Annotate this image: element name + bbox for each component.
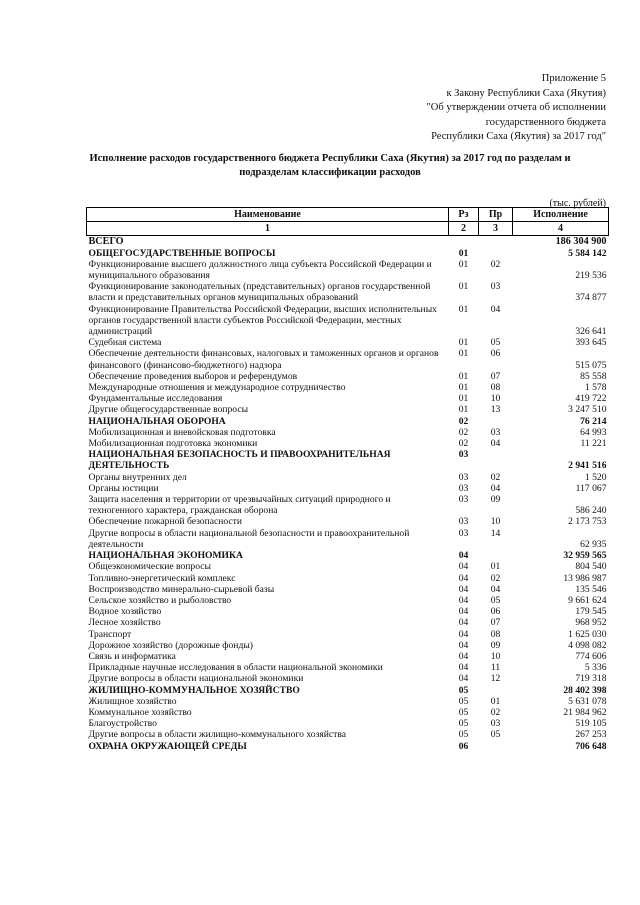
row-value: 519 105 — [575, 718, 607, 730]
row-rz: 04 — [458, 594, 469, 606]
row-pr: 01 — [490, 695, 501, 707]
row-value: 117 067 — [575, 482, 607, 494]
table-row — [87, 494, 609, 516]
table-header-row — [87, 208, 609, 222]
row-value: 706 648 — [575, 740, 607, 752]
table-row — [87, 651, 609, 662]
table-row — [87, 348, 609, 370]
table-row — [87, 236, 609, 248]
row-value: 968 952 — [575, 617, 607, 629]
title-line: подразделам классификации расходов — [239, 167, 421, 178]
row-name: НАЦИОНАЛЬНАЯ ЭКОНОМИКА — [88, 550, 243, 562]
row-pr: 13 — [490, 404, 501, 416]
row-name: Мобилизационная и вневойсковая подготовка — [88, 426, 276, 438]
row-pr: 09 — [490, 494, 501, 506]
row-rz: 03 — [458, 471, 469, 483]
table-row — [87, 337, 609, 348]
row-rz: 05 — [458, 706, 469, 718]
row-value: 28 402 398 — [563, 684, 607, 696]
annex-line: Приложение 5 — [541, 73, 606, 84]
row-value: 804 540 — [575, 561, 607, 573]
row-pr: 02 — [490, 572, 501, 584]
row-value: 13 986 987 — [563, 572, 607, 584]
row-rz: 03 — [458, 449, 469, 461]
row-pr: 04 — [490, 482, 501, 494]
row-value: 9 661 624 — [568, 594, 607, 606]
row-pr: 09 — [490, 639, 501, 651]
row-name: Водное хозяйство — [88, 606, 162, 618]
row-value: 5 584 142 — [568, 247, 607, 259]
table-row — [87, 673, 609, 684]
row-rz: 01 — [458, 348, 469, 360]
row-name: Общеэкономические вопросы — [88, 561, 211, 573]
row-rz: 01 — [458, 258, 469, 270]
row-name: Коммунальное хозяйство — [88, 706, 192, 718]
table-row — [87, 696, 609, 707]
row-name: ОБЩЕГОСУДАРСТВЕННЫЕ ВОПРОСЫ — [88, 247, 276, 259]
row-pr: 02 — [490, 471, 501, 483]
row-value: 1 578 — [584, 382, 607, 394]
table-row — [87, 404, 609, 415]
row-rz: 04 — [458, 650, 469, 662]
annex-line: государственного бюджета — [485, 116, 606, 128]
row-name: Фундаментальные исследования — [88, 393, 223, 405]
row-pr: 03 — [490, 281, 501, 293]
table-row — [87, 606, 609, 617]
table-numbering-row — [87, 222, 609, 236]
table-row — [87, 416, 609, 427]
table-row — [87, 427, 609, 438]
row-pr: 14 — [490, 527, 501, 539]
table-row — [87, 629, 609, 640]
row-pr: 10 — [490, 650, 501, 662]
row-rz: 04 — [458, 572, 469, 584]
row-pr: 11 — [490, 662, 501, 674]
table-row — [87, 248, 609, 259]
row-value: 2 941 516 — [568, 460, 607, 472]
row-name: Воспроизводство минерально-сырьевой базы — [88, 583, 275, 595]
row-value: 2 173 753 — [568, 516, 607, 528]
row-value: 32 959 565 — [563, 550, 607, 562]
row-name: Другие общегосударственные вопросы — [88, 404, 249, 416]
row-value: 219 536 — [575, 270, 607, 282]
row-value: 5 336 — [584, 662, 607, 674]
row-pr: 04 — [490, 583, 501, 595]
row-name: ЖИЛИЩНО-КОММУНАЛЬНОЕ ХОЗЯЙСТВО — [88, 684, 300, 696]
row-pr: 08 — [490, 628, 501, 640]
table-row — [87, 617, 609, 628]
row-pr: 03 — [490, 426, 501, 438]
row-rz: 04 — [458, 583, 469, 595]
row-rz: 03 — [458, 482, 469, 494]
annex-line: Республики Саха (Якутия) за 2017 год" — [431, 131, 606, 142]
table-row — [87, 741, 609, 752]
row-pr: 05 — [490, 729, 501, 741]
table-row — [87, 685, 609, 696]
row-rz: 02 — [458, 426, 469, 438]
row-value: 62 935 — [580, 538, 607, 550]
row-value: 774 606 — [575, 650, 607, 662]
row-pr: 05 — [490, 337, 501, 349]
row-rz — [449, 236, 479, 248]
table-row — [87, 259, 609, 281]
budget-table — [86, 207, 609, 752]
row-name: Сельское хозяйство и рыболовство — [88, 594, 232, 606]
row-value: 326 641 — [575, 326, 607, 338]
row-value: 393 645 — [575, 337, 607, 349]
table-row — [87, 483, 609, 494]
row-name: Обеспечение проведения выборов и референдумов — [88, 370, 298, 382]
row-rz: 04 — [458, 662, 469, 674]
row-rz: 01 — [458, 247, 469, 259]
numbering-pr: 3 — [479, 222, 513, 236]
table-row — [87, 371, 609, 382]
table-body — [87, 236, 609, 752]
table-row — [87, 662, 609, 673]
row-rz: 01 — [458, 303, 469, 315]
row-rz: 04 — [458, 561, 469, 573]
row-rz: 05 — [458, 718, 469, 730]
row-rz: 04 — [458, 673, 469, 685]
row-name: Международные отношения и международное сотрудничество — [88, 382, 346, 394]
row-rz: 01 — [458, 281, 469, 293]
row-rz: 02 — [458, 415, 469, 427]
row-rz: 03 — [458, 527, 469, 539]
row-name: Другие вопросы в области национальной безопасности и правоохранительной деятельности — [88, 527, 410, 550]
row-rz: 01 — [458, 337, 469, 349]
row-name: Обеспечение пожарной безопасности — [88, 516, 243, 528]
row-value: 515 075 — [575, 359, 607, 371]
row-value: 186 304 900 — [555, 236, 607, 248]
row-value: 64 993 — [580, 426, 607, 438]
row-name: Функционирование законодательных (представительных) органов государственной власти и представительных органов муниципальных образований — [88, 281, 431, 304]
table-row — [87, 438, 609, 449]
units-label: (тыс. рублей) — [549, 198, 606, 209]
row-value: 5 631 078 — [568, 695, 607, 707]
header-rz: Рз — [449, 208, 479, 222]
row-name: Обеспечение деятельности финансовых, налоговых и таможенных органов и органов финансового (финансово-бюджетного) надзора — [88, 348, 439, 371]
row-name: Защита населения и территории от чрезвычайных ситуаций природного и техногенного характера, гражданская оборона — [88, 494, 391, 517]
row-rz: 03 — [458, 516, 469, 528]
row-name: Лесное хозяйство — [88, 617, 161, 629]
row-rz: 04 — [458, 550, 469, 562]
row-rz: 04 — [458, 617, 469, 629]
row-value: 1 520 — [584, 471, 607, 483]
row-pr — [479, 449, 513, 471]
table-row — [87, 584, 609, 595]
numbering-name: 1 — [87, 222, 449, 236]
row-pr — [479, 550, 513, 561]
row-pr — [479, 236, 513, 248]
table-row — [87, 561, 609, 572]
title-line: Исполнение расходов государственного бюджета Республики Саха (Якутия) за 2017 год по разделам и — [89, 153, 571, 164]
row-value: 3 247 510 — [568, 404, 607, 416]
row-value: 419 722 — [575, 393, 607, 405]
annex-line: к Закону Республики Саха (Якутия) — [446, 87, 606, 99]
table-row — [87, 707, 609, 718]
table-row — [87, 449, 609, 471]
numbering-rz: 2 — [449, 222, 479, 236]
row-pr: 10 — [490, 516, 501, 528]
row-rz: 05 — [458, 684, 469, 696]
annex-header — [427, 72, 606, 145]
row-rz: 01 — [458, 393, 469, 405]
row-name: Функционирование Правительства Российской Федерации, высших исполнительных органов государственной власти субъектов Российской Федерации, местных администраций — [88, 303, 437, 338]
row-value: 21 984 962 — [563, 706, 607, 718]
row-rz: 04 — [458, 628, 469, 640]
row-name: Транспорт — [88, 628, 132, 640]
table-row — [87, 304, 609, 338]
table-row — [87, 573, 609, 584]
row-value: 11 221 — [580, 438, 607, 450]
header-name: Наименование — [87, 208, 449, 222]
row-pr — [479, 416, 513, 427]
row-pr — [479, 741, 513, 752]
row-rz: 03 — [458, 494, 469, 506]
row-name: НАЦИОНАЛЬНАЯ ОБОРОНА — [88, 415, 226, 427]
table-row — [87, 281, 609, 303]
row-rz: 04 — [458, 639, 469, 651]
row-name: Дорожное хозяйство (дорожные фонды) — [88, 639, 253, 651]
row-rz: 06 — [458, 740, 469, 752]
row-name: Жилищное хозяйство — [88, 695, 177, 707]
numbering-exec: 4 — [513, 222, 609, 236]
row-rz: 05 — [458, 729, 469, 741]
row-name: Органы юстиции — [88, 482, 159, 494]
row-name: ОХРАНА ОКРУЖАЮЩЕЙ СРЕДЫ — [88, 740, 247, 752]
row-pr: 02 — [490, 706, 501, 718]
row-pr — [479, 248, 513, 259]
row-pr: 12 — [490, 673, 501, 685]
row-name: ВСЕГО — [88, 236, 124, 248]
row-value: 719 318 — [575, 673, 607, 685]
row-name: Функционирование высшего должностного лица субъекта Российской Федерации и муниципального образования — [88, 258, 432, 282]
row-pr: 06 — [490, 348, 501, 360]
document-title — [60, 152, 600, 180]
table-row — [87, 393, 609, 404]
row-rz: 05 — [458, 695, 469, 707]
annex-line: "Об утверждении отчета об исполнении — [426, 102, 606, 113]
row-pr: 07 — [490, 617, 501, 629]
table-row — [87, 516, 609, 527]
row-name: НАЦИОНАЛЬНАЯ БЕЗОПАСНОСТЬ И ПРАВООХРАНИТЕЛЬНАЯ ДЕЯТЕЛЬНОСТЬ — [88, 449, 391, 472]
table-row — [87, 382, 609, 393]
row-value: 85 558 — [580, 370, 607, 382]
row-value: 135 546 — [575, 583, 607, 595]
row-rz: 02 — [458, 438, 469, 450]
table-row — [87, 472, 609, 483]
row-value: 586 240 — [575, 505, 607, 517]
table-row — [87, 729, 609, 740]
row-pr: 01 — [490, 561, 501, 573]
row-rz: 01 — [458, 370, 469, 382]
row-name: Судебная система — [88, 337, 162, 349]
row-pr: 02 — [490, 258, 501, 270]
table-row — [87, 595, 609, 606]
row-pr: 04 — [490, 438, 501, 450]
table-row — [87, 640, 609, 651]
row-value: 179 545 — [575, 606, 607, 618]
row-value: 267 253 — [575, 729, 607, 741]
table-row — [87, 528, 609, 550]
table-row — [87, 718, 609, 729]
row-value: 4 098 082 — [568, 639, 607, 651]
row-pr: 05 — [490, 594, 501, 606]
row-name: Мобилизационная подготовка экономики — [88, 438, 258, 450]
row-value: 374 877 — [575, 292, 607, 304]
row-value: 76 214 — [580, 415, 607, 427]
row-name: Органы внутренних дел — [88, 471, 187, 483]
row-name: Прикладные научные исследования в области национальной экономики — [88, 662, 383, 674]
header-exec: Исполнение — [513, 208, 609, 222]
row-pr: 07 — [490, 370, 501, 382]
table-row — [87, 550, 609, 561]
row-name: Благоустройство — [88, 718, 157, 730]
row-value: 1 625 030 — [568, 628, 607, 640]
row-pr: 03 — [490, 718, 501, 730]
row-pr: 06 — [490, 606, 501, 618]
row-name: Другие вопросы в области жилищно-коммунального хозяйства — [88, 729, 347, 741]
row-name: Топливно-энергетический комплекс — [88, 572, 236, 584]
row-name: Связь и информатика — [88, 650, 176, 662]
row-pr: 10 — [490, 393, 501, 405]
row-pr: 04 — [490, 303, 501, 315]
row-name: Другие вопросы в области национальной экономики — [88, 673, 304, 685]
row-rz: 01 — [458, 382, 469, 394]
row-rz: 01 — [458, 404, 469, 416]
header-pr: Пр — [479, 208, 513, 222]
row-pr: 08 — [490, 382, 501, 394]
row-rz: 04 — [458, 606, 469, 618]
row-pr — [479, 685, 513, 696]
